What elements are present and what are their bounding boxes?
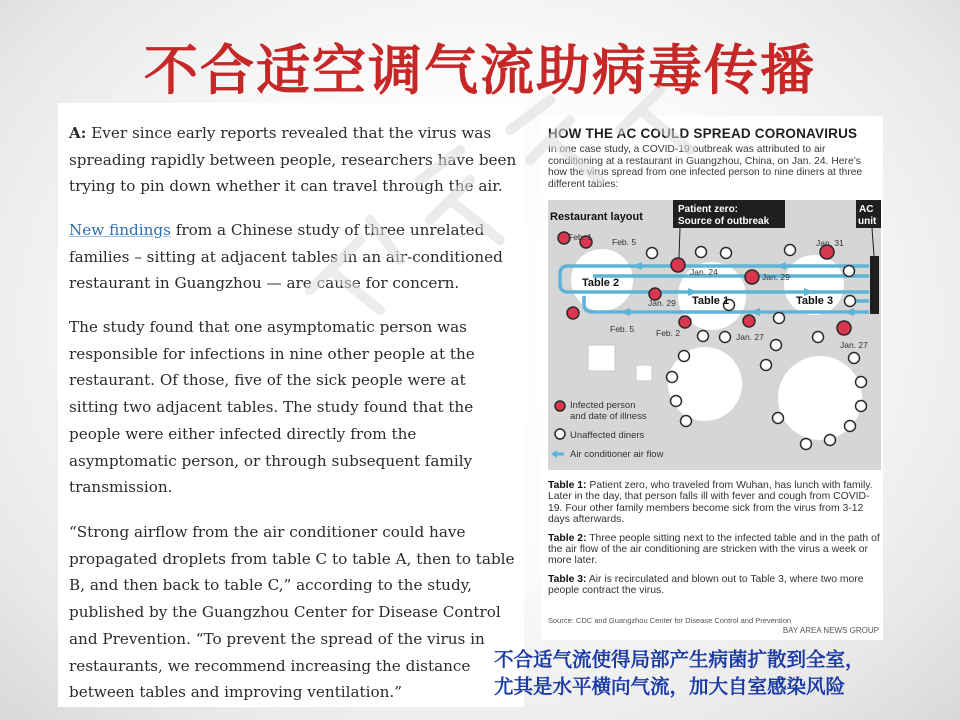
unaffected-diner (856, 401, 867, 412)
table-note: Table 3: Air is recirculated and blown out to Table 3, where two more people contract the virus. (548, 573, 864, 597)
unaffected-diner (774, 313, 785, 324)
date-label: Feb. 2 (656, 328, 681, 338)
legend-unaffected-icon (555, 429, 565, 439)
restaurant-layout-map (548, 200, 881, 470)
date-label: Feb. 5 (610, 324, 635, 334)
unaffected-diner (813, 332, 824, 343)
article-paragraph-2 (69, 217, 519, 297)
table-notes (548, 480, 881, 604)
date-label: Jan. 24 (690, 267, 718, 277)
unaffected-diner (696, 247, 707, 258)
answer-label: A: (69, 124, 87, 142)
infographic-title: HOW THE AC COULD SPREAD CORONAVIRUS (548, 126, 858, 141)
table-3-label: Table 3 (796, 295, 834, 307)
article-paragraph-1 (69, 120, 519, 200)
unaffected-diner (785, 245, 796, 256)
paragraph-2-text: from a Chinese study of three unrelated families – sitting at adjacent tables in an air-conditioned restaurant in Guangzhou — are cause for concern. (69, 221, 503, 293)
infected-diner (567, 307, 579, 319)
unaffected-diner (771, 340, 782, 351)
date-label: Jan. 29 (648, 298, 676, 308)
slide-caption (494, 646, 956, 700)
infected-diner (679, 316, 691, 328)
wall-block (636, 365, 652, 381)
legend-infected-icon (555, 401, 565, 411)
legend-airflow-arrowhead (551, 450, 557, 458)
infected-diner (671, 258, 685, 272)
unaffected-diner (681, 416, 692, 427)
slide-title: 不合适空调气流助病毒传播 (144, 39, 816, 102)
infographic (541, 116, 883, 640)
ac-label-pointer (872, 228, 874, 256)
restaurant-layout-label: Restaurant layout (550, 211, 643, 223)
unaffected-diner (667, 372, 678, 383)
patient-zero-pointer (679, 228, 680, 258)
caption-line-1: 不合适气流使得局部产生病菌扩散到全室， (494, 648, 865, 671)
wall-block (588, 345, 615, 371)
table-note: Table 1: Patient zero, who traveled from Wuhan, has lunch with family. Later in the day, that person falls ill with fever and cough from COVID-19. Four other family members become sick from the virus from 3-12 days afterwards. (548, 480, 873, 526)
unaffected-diner (849, 353, 860, 364)
table-note: Table 2: Three people sitting next to the infected table and in the path of the air flow of the air conditioning are stricken with the virus a week or more later. (548, 532, 880, 567)
date-label: Jan. 31 (816, 238, 844, 248)
article-paragraph-4: “Strong airflow from the air conditioner could have propagated droplets from table C to table A, then to table B, and then back to table C,” according to the study, published by the Guangzhou Center for Disease Control and Prevention. “To prevent the spread of the virus in restaurants, we recommend increasing the distance between tables and improving ventilation.” (69, 523, 515, 702)
legend-infected-line-2: and date of illness (570, 411, 647, 422)
paragraph-1-text: Ever since early reports revealed that the virus was spreading rapidly between people, researchers have been trying to pin down whether it can travel through the air. (69, 124, 517, 196)
unaffected-diner (801, 439, 812, 450)
unaffected-diner (671, 396, 682, 407)
legend-infected-line-1: Infected person (570, 400, 636, 411)
legend-airflow-label: Air conditioner air flow (570, 449, 664, 460)
unaffected-diner (698, 331, 709, 342)
date-label: Feb. 5 (612, 237, 637, 247)
caption-line-2: 尤其是水平横向气流，加大自室感染风险 (494, 675, 846, 698)
infected-diner (743, 315, 755, 327)
table-1-label: Table 1 (692, 295, 730, 307)
date-label: Jan. 27 (840, 340, 868, 350)
patient-zero-line-2: Source of outbreak (678, 216, 770, 227)
new-findings-link[interactable]: New findings (69, 221, 171, 239)
unaffected-diner (856, 377, 867, 388)
infected-diner (837, 321, 851, 335)
date-label: Feb. 1 (568, 232, 593, 242)
unaffected-diner (845, 421, 856, 432)
table-2-label: Table 2 (582, 277, 620, 289)
infographic-intro: In one case study, a COVID-19 outbreak was attributed to air conditioning at a restaurant in Guangzhou, China, on Jan. 24. Here’s how the virus spread from one infected person to nine diners at three different tables: (548, 144, 863, 190)
unaffected-diner (721, 248, 732, 259)
infected-diner (745, 270, 759, 284)
unaffected-diner (845, 296, 856, 307)
date-label: Jan. 27 (736, 332, 764, 342)
unaffected-diner (679, 351, 690, 362)
date-label: Jan. 29 (762, 272, 790, 282)
unaffected-diner (773, 413, 784, 424)
unaffected-diner (647, 248, 658, 259)
ac-unit-shape (870, 256, 879, 314)
legend-unaffected-label: Unaffected diners (570, 430, 645, 441)
unaffected-diner (720, 332, 731, 343)
unaffected-diner (825, 435, 836, 446)
patient-zero-line-1: Patient zero: (678, 204, 739, 215)
article-paragraph-3: The study found that one asymptomatic person was responsible for infections in nine other people at the restaurant. Of those, five of the sick people were at sitting two adjacent tables. The study found that the people were either infected directly from the asymptomatic person, or through subsequent family transmission. (69, 318, 475, 497)
source-line: Source: CDC and Guangzhou Center for Disease Control and Prevention (548, 616, 792, 625)
ac-label-line-2: unit (858, 216, 877, 227)
unaffected-diner (844, 266, 855, 277)
article-text-panel (58, 103, 524, 707)
unaffected-diner (761, 360, 772, 371)
credit-line: BAY AREA NEWS GROUP (782, 626, 879, 635)
ac-label-line-1: AC (859, 204, 874, 215)
